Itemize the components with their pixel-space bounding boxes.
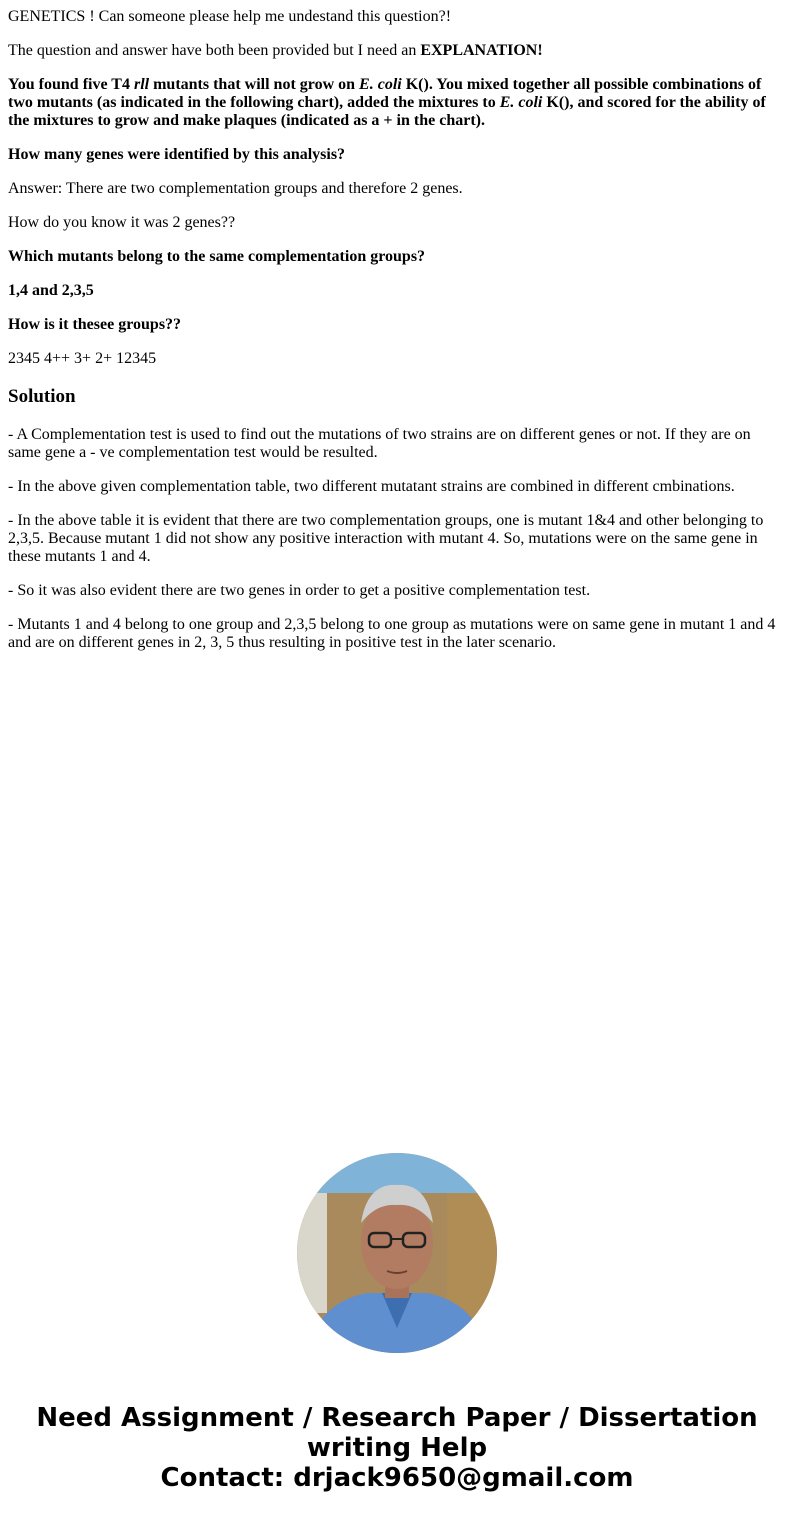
followup-2: How is it thesee groups?? (8, 316, 182, 333)
followup-1: How do you know it was 2 genes?? (8, 214, 236, 231)
solution-paragraph: - Mutants 1 and 4 belong to one group and 2,3,5 belong to one group as mutations were on same gene in mutant 1 and 4 and are on different genes in 2, 3, 5 thus resulting in positive test in the later scenario. (8, 616, 776, 651)
question-1: How many genes were identified by this analysis? (8, 146, 346, 163)
footer-line: Need Assignment / Research Paper / Dissertation (36, 1403, 758, 1433)
author-photo (297, 1153, 497, 1353)
question-2: Which mutants belong to the same complementation groups? (8, 248, 426, 265)
intro-text: The question and answer have both been provided but I need an (8, 42, 421, 59)
text: You found five T4 (8, 76, 134, 93)
footer-line: writing Help (306, 1433, 488, 1463)
solution-paragraph: - So it was also evident there are two genes in order to get a positive complementation test. (8, 582, 591, 599)
footer-banner (0, 1403, 794, 1493)
footer-contact: Contact: drjack9650@gmail.com (160, 1463, 634, 1493)
problem-statement (8, 76, 786, 130)
intro (8, 42, 786, 60)
solution-paragraph: - In the above table it is evident that there are two complementation groups, one is mutant 1&4 and other belonging to 2,3,5. Because mutant 1 did not show any positive interaction with mutant 4. So, mutations were on the same gene in these mutants 1 and 4. (8, 512, 764, 565)
intro-emphasis: EXPLANATION! (420, 42, 543, 59)
solution-heading: Solution (8, 386, 76, 407)
text: K(). You mixed together all possible combinations of two mutants (as indicated in the following chart), added the mixtures to (8, 76, 762, 111)
text: K(), and scored for the ability of the mixtures to grow and make plaques (indicated as a + in the chart). (8, 94, 766, 129)
solution-paragraph: - In the above given complementation table, two different mutatant strains are combined in different cmbinations. (8, 478, 735, 495)
answer-1: Answer: There are two complementation groups and therefore 2 genes. (8, 180, 463, 197)
text: E. coli (359, 76, 402, 93)
question-title: GENETICS ! Can someone please help me undestand this question?! (8, 8, 452, 25)
text: rll (133, 76, 150, 93)
text: mutants that will not grow on (149, 76, 360, 93)
solution-paragraph: - A Complementation test is used to find out the mutations of two strains are on different genes or not. If they are on same gene a - ve complementation test would be resulted. (8, 426, 751, 461)
text: E. coli (499, 94, 543, 111)
chart-text: 2345 4++ 3+ 2+ 12345 (8, 350, 157, 367)
answer-2: 1,4 and 2,3,5 (8, 282, 94, 299)
